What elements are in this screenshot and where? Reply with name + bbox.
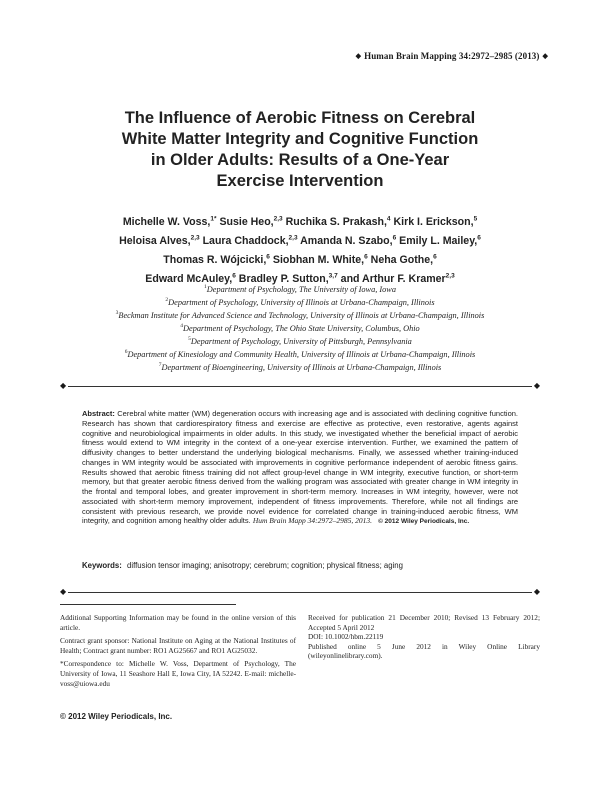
title-line-4: Exercise Intervention: [216, 172, 384, 190]
author: Laura Chaddock,$^{2,3}$: [202, 234, 298, 247]
author: Thomas R. Wójcicki,$^6$: [163, 253, 270, 266]
footnote-supporting-info: Additional Supporting Information may be found in the online version of this article.: [60, 613, 296, 632]
footnote-grant: Contract grant sponsor: National Institute on Aging at the National Institutes of Health; Contract grant number: RO1 AG25667 and RO1 AG25032.: [60, 636, 296, 655]
author: Bradley P. Sutton,$^{3,7}$: [238, 272, 338, 285]
divider-line: [68, 386, 532, 387]
affiliation: $^5$Department of Psychology, University of Pittsburgh, Pennsylvania: [188, 335, 412, 346]
author: Heloisa Alves,$^{2,3}$: [119, 234, 200, 247]
author: Michelle W. Voss,$^{1*}$: [122, 215, 217, 228]
divider-diamond-left: ◆: [60, 381, 67, 390]
author: Ruchika S. Prakash,$^4$: [285, 215, 391, 228]
affiliation: $^6$Department of Kinesiology and Community Health, University of Illinois at Urbana-Champaign, Illinois: [124, 348, 476, 359]
title-line-1: The Influence of Aerobic Fitness on Cerebral: [124, 109, 476, 127]
footnote-published: Published online 5 June 2012 in Wiley Online Library (wileyonlinelibrary.com).: [308, 641, 540, 661]
author: Susie Heo,$^{2,3}$: [219, 215, 283, 228]
affiliation-list: [40, 282, 560, 373]
affiliation: $^7$Department of Bioengineering, University of Illinois at Urbana-Champaign, Illinois: [158, 361, 442, 372]
affiliation: $^3$Beckman Institute for Advanced Science and Technology, University of Illinois at Urbana-Champaign, Illinois: [115, 309, 485, 320]
footnotes-right: [308, 613, 540, 661]
divider-diamond-left: ◆: [60, 587, 67, 596]
keywords-label: Keywords:: [82, 561, 122, 570]
author: Neha Gothe,$^6$: [370, 253, 437, 266]
abstract: [82, 409, 518, 527]
page-copyright: © 2012 Wiley Periodicals, Inc.: [60, 712, 173, 721]
title-line-2: White Matter Integrity and Cognitive Function: [121, 130, 479, 148]
top-divider: [60, 382, 540, 392]
keywords: [82, 561, 518, 570]
keywords-text: diffusion tensor imaging; anisotropy; cerebrum; cognition; physical fitness; aging: [127, 561, 403, 570]
paper-title: [60, 108, 540, 192]
author: Kirk I. Erickson,$^5$: [393, 215, 478, 228]
abstract-citation: Hum Brain Mapp 34:2972–2985, 2013.: [252, 516, 372, 526]
author: Siobhan M. White,$^6$: [272, 253, 368, 266]
author-line-1: [60, 211, 540, 230]
author: and Arthur F. Kramer$^{2,3}$: [340, 272, 455, 285]
abstract-copyright: © 2012 Wiley Periodicals, Inc.: [378, 518, 470, 526]
footnote-doi: DOI: 10.1002/hbm.22119: [308, 632, 384, 642]
author-line-3: [60, 249, 540, 268]
footnotes-left: [60, 613, 296, 692]
divider-diamond-right: ◆: [533, 587, 540, 596]
footnote-received: Received for publication 21 December 2010; Revised 13 February 2012; Accepted 5 April 2012: [308, 613, 540, 632]
journal-citation: Human Brain Mapping 34:2972–2985 (2013): [364, 51, 540, 61]
author-list: [60, 211, 540, 287]
bottom-divider: [60, 588, 540, 598]
running-head-right-diamond: ◆: [542, 52, 548, 60]
affiliation: $^1$Department of Psychology, The University of Iowa, Iowa: [204, 284, 396, 294]
abstract-body: Cerebral white matter (WM) degeneration occurs with increasing age and is associated with declining cognitive function. Research has shown that cardiorespiratory fitness and exercise are effective as protective, even restorative, agents against cognitive and neurobiological impairments in older adults. In this study, we investigated whether the beneficial impact of aerobic fitness would extend to WM integrity in the context of a one-year exercise intervention. Further, we examined the pattern of diffusivity changes to better understand the underlying biological mechanisms. Finally, we assessed whether training-induced changes in WM integrity would be associated with improvements in cognitive performance independent of aerobic fitness gains. Results showed that aerobic fitness training did not affect group-level change in WM integrity, executive function, or short-term memory, but that greater aerobic fitness derived from the walking program was associated with greater change in WM integrity in the frontal and temporal lobes, and greater improvement in short-term memory. Increases in WM integrity, however, were not associated with short-term memory improvement, independent of fitness improvements. Therefore, while not all findings are consistent with previous research, we provide novel evidence for correlated change in training-induced aerobic fitness, WM integrity, and cognition among healthy older adults.: [82, 409, 518, 526]
author: Emily L. Mailey,$^6$: [399, 234, 481, 247]
affiliation: $^4$Department of Psychology, The Ohio State University, Columbus, Ohio: [180, 322, 420, 333]
divider-line: [68, 592, 532, 593]
footnote-correspondence: *Correspondence to: Michelle W. Voss, Department of Psychology, The University of Iowa, 11 Seashore Hall E, Iowa City, IA 52242. E-mail: michelle-voss@uiowa.edu: [60, 659, 296, 688]
affiliation: $^2$Department of Psychology, University of Illinois at Urbana-Champaign, Illinois: [165, 296, 435, 307]
title-line-3: in Older Adults: Results of a One-Year: [150, 151, 450, 169]
author: Edward McAuley,$^6$: [145, 272, 236, 285]
running-head-left-diamond: ◆: [355, 52, 362, 60]
running-head: [353, 51, 551, 61]
abstract-label: Abstract:: [82, 409, 115, 418]
author: Amanda N. Szabo,$^6$: [300, 234, 397, 247]
author-line-2: [60, 230, 540, 249]
divider-diamond-right: ◆: [533, 381, 540, 390]
footnote-rule: [60, 604, 236, 605]
